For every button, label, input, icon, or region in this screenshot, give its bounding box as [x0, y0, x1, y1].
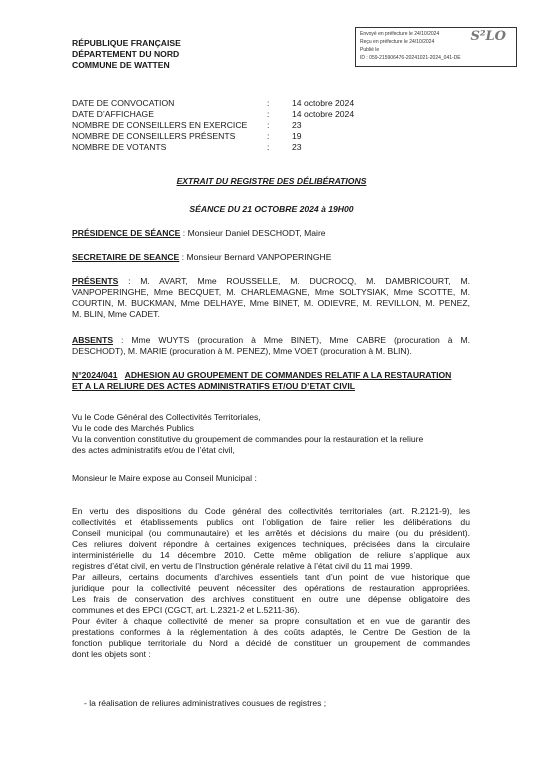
- extrait-title: EXTRAIT DU REGISTRE DES DÉLIBÉRATIONS: [176, 176, 367, 186]
- secretaire-line: SECRETAIRE DE SEANCE : Monsieur Bernard VANPOPERINGHE: [72, 252, 332, 262]
- meta-row: NOMBRE DE VOTANTS : 23: [72, 142, 302, 152]
- vu-list: Vu le Code Général des Collectivités Territoriales, Vu le code des Marchés Publics Vu la convention constitutive du groupement de commandes pour la restauration et la reliure des actes administratifs et/ou de l’état civil,: [72, 412, 424, 455]
- issuer-header: [72, 38, 181, 71]
- meta-row: NOMBRE DE CONSEILLERS EN EXERCICE : 23: [72, 120, 302, 130]
- stamp-recu: Reçu en préfecture le 24/10/2024: [360, 39, 435, 45]
- bullet-reliures: - la réalisation de reliures administratives cousues de registres ;: [84, 698, 327, 708]
- header-departement: DÉPARTEMENT DU NORD: [72, 49, 180, 59]
- meta-row: DATE D’AFFICHAGE : 14 octobre 2024: [72, 109, 355, 119]
- meeting-meta: [72, 98, 354, 153]
- header-commune: COMMUNE DE WATTEN: [72, 60, 170, 70]
- presidence-line: PRÉSIDENCE DE SÉANCE : Monsieur Daniel DESCHODT, Maire: [72, 228, 326, 238]
- meta-row: DATE DE CONVOCATION : 14 octobre 2024: [72, 98, 355, 108]
- seance-title: SÉANCE DU 21 OCTOBRE 2024 à 19H00: [189, 204, 354, 214]
- stamp-signature-logo: S²LO: [470, 29, 506, 44]
- stamp-envoye: Envoyé en préfecture le 24/10/2024: [360, 31, 440, 37]
- body-paragraph: En vertu des dispositions du Code général des collectivités territoriales (art. R.2121-9), les collectivités et établissements publics ont l’obligation de faire relier les délibérations du Conseil municipal (ou communautaire) et les arrêtés et décisions du maire (ou du président). Ces reliures doivent répondre à certaines exigences techniques, précisées dans la circulaire interministérielle du 14 décembre 2010. Cette même obligation de reliure s’applique aux registres d’état civil, en vertu de l’Instruction générale relative à l’état civil du 11 mai 1999. Par ailleurs, certains documents d’archives essentiels tant d’un point de vue historique que juridique pour la collectivité peuvent nécessiter des opérations de restauration appropriées. Les frais de conservation des archives constituent en outre une dépense obligatoire des communes et des EPCI (CGCT, art. L.2321-2 et L.5211-36). Pour éviter à chaque collectivité de mener sa propre consultation et en vue de garantir des prestations conformes à la réglementation à des coûts adaptés, le Centre De Gestion de la fonction publique territoriale du Nord a décidé de constituer un groupement de commandes dont les objets sont :: [72, 506, 470, 659]
- header-republique: RÉPUBLIQUE FRANÇAISE: [72, 38, 181, 48]
- maire-expose: Monsieur le Maire expose au Conseil Municipal :: [72, 473, 257, 483]
- prefecture-stamp: [355, 27, 517, 67]
- stamp-id: ID : 059-215906476-20241021-2024_041-DE: [360, 55, 461, 61]
- stamp-publie: Publié le: [360, 47, 380, 53]
- meta-row: NOMBRE DE CONSEILLERS PRÉSENTS : 19: [72, 131, 302, 141]
- absents-paragraph: ABSENTS : Mme WUYTS (procuration à Mme BINET), Mme CABRE (procuration à M. DESCHODT), M. MARIE (procuration à M. PENEZ), Mme VOET (procuration à M. BLIN).: [72, 335, 470, 356]
- deliberation-heading: N°2024/041 ADHESION AU GROUPEMENT DE COMMANDES RELATIF A LA RESTAURATION ET A LA RELIURE DES ACTES ADMINISTRATIFS ET/OU D’ETAT CIVIL: [72, 370, 452, 391]
- presents-paragraph: PRÉSENTS : M. AVART, Mme ROUSSELLE, M. DUCROCQ, M. DAMBRICOURT, M. VANPOPERINGHE, Mme BECQUET, M. CHARLEMAGNE, Mme SOLTYSIAK, Mme SCOTTE, M. COURTIN, M. BUCKMAN, Mme DELHAYE, Mme BINET, M. ODIEVRE, M. REVILLON, M. PENEZ, M. BLIN, Mme CADET.: [72, 276, 470, 319]
